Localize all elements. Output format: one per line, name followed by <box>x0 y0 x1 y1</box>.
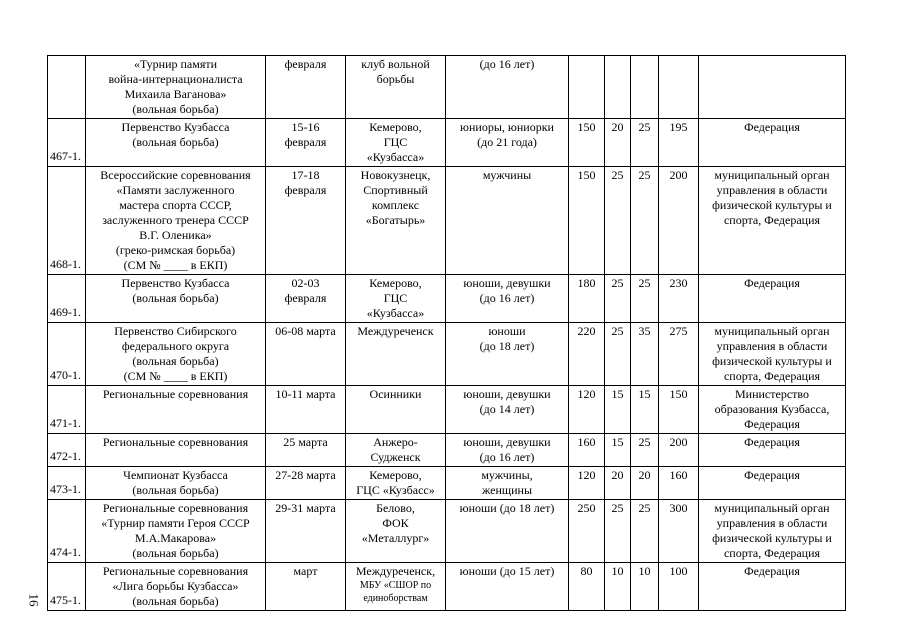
cell-line: (вольная борьба) <box>132 102 219 116</box>
cell-line: (до 14 лет) <box>479 402 535 416</box>
cell-line: Региональные соревнования <box>102 387 249 401</box>
cell-line: муниципальный орган <box>714 168 830 182</box>
cell-line: (СМ № ____ в ЕКП) <box>123 258 228 272</box>
cell-line: Региональные соревнования <box>102 564 249 578</box>
cell-line: «Турнир памяти <box>133 57 218 71</box>
cell-line: клуб вольной <box>361 57 430 71</box>
cell-line: Федерация <box>744 120 800 134</box>
cell-line: «Кузбасса» <box>366 306 425 320</box>
row-number-cell: 469-1. <box>48 275 86 323</box>
cell-line: Региональные соревнования <box>102 435 249 449</box>
table-row <box>48 500 846 563</box>
cell-line: Кемерово, <box>369 468 422 482</box>
event-place-cell <box>346 386 446 434</box>
cell-line: Кемерово, <box>369 276 422 290</box>
cell-line: (греко-римская борьба) <box>115 243 236 257</box>
row-number-cell: 468-1. <box>48 167 86 275</box>
event-date-cell <box>266 500 346 563</box>
schedule-body <box>48 56 846 611</box>
event-place-cell <box>346 119 446 167</box>
event-date-cell <box>266 386 346 434</box>
cell-line: спорта, Федерация <box>723 369 821 383</box>
cell-line: (вольная борьба) <box>132 135 219 149</box>
cell-line: (до 21 года) <box>477 135 537 149</box>
cell-line: спорта, Федерация <box>723 213 821 227</box>
cell-line: Междуреченск, <box>355 564 436 578</box>
participant-category-cell <box>446 500 569 563</box>
cell-line: управления в области <box>716 339 828 353</box>
count-total-cell: 195 <box>659 119 699 167</box>
count-col2-cell: 20 <box>605 467 631 500</box>
count-col2-cell: 25 <box>605 500 631 563</box>
cell-line: юноши, девушки <box>463 276 551 290</box>
count-col3-cell: 15 <box>631 386 659 434</box>
participant-category-cell <box>446 563 569 611</box>
cell-line: (до 16 лет) <box>479 57 535 71</box>
count-total-cell: 200 <box>659 434 699 467</box>
row-number-cell: 473-1. <box>48 467 86 500</box>
count-col3-cell: 35 <box>631 323 659 386</box>
event-name-cell <box>86 56 266 119</box>
row-number-cell: 475-1. <box>48 563 86 611</box>
cell-line: 06-08 марта <box>275 324 336 338</box>
table-row <box>48 563 846 611</box>
organizer-cell <box>699 434 846 467</box>
count-col2-cell: 25 <box>605 323 631 386</box>
table-row <box>48 434 846 467</box>
event-place-cell <box>346 563 446 611</box>
cell-line: Федерация <box>744 468 800 482</box>
organizer-cell <box>699 275 846 323</box>
cell-line: (вольная борьба) <box>132 291 219 305</box>
table-row <box>48 167 846 275</box>
cell-line: ГЦС <box>383 135 408 149</box>
cell-line: Федерация <box>744 564 800 578</box>
cell-line: физической культуры и <box>712 354 832 368</box>
count-col2-cell: 25 <box>605 167 631 275</box>
organizer-cell <box>699 386 846 434</box>
cell-line: март <box>293 564 318 578</box>
event-place-cell <box>346 323 446 386</box>
participant-category-cell <box>446 467 569 500</box>
count-total-cell: 300 <box>659 500 699 563</box>
cell-line: (вольная борьба) <box>132 483 219 497</box>
count-col2-cell: 25 <box>605 275 631 323</box>
cell-line: «Кузбасса» <box>366 150 425 164</box>
cell-line: Первенство Кузбасса <box>121 120 230 134</box>
cell-line: физической культуры и <box>712 531 832 545</box>
participant-category-cell <box>446 119 569 167</box>
participant-category-cell <box>446 323 569 386</box>
count-total-cell: 100 <box>659 563 699 611</box>
cell-line: муниципальный орган <box>714 501 830 515</box>
cell-line: муниципальный орган <box>714 324 830 338</box>
count-col2-cell: 15 <box>605 386 631 434</box>
event-name-cell <box>86 386 266 434</box>
event-date-cell <box>266 323 346 386</box>
table-row <box>48 467 846 500</box>
organizer-cell <box>699 500 846 563</box>
cell-line: юниоры, юниорки <box>460 120 554 134</box>
cell-line: 10-11 марта <box>275 387 336 401</box>
organizer-cell <box>699 56 846 119</box>
cell-line: В.Г. Оленика» <box>139 228 212 242</box>
cell-line: М.А.Макарова» <box>134 531 217 545</box>
cell-line: Федерация <box>744 435 800 449</box>
cell-line: Белово, <box>376 501 415 515</box>
table-row <box>48 323 846 386</box>
cell-line: Федерация <box>744 276 800 290</box>
participant-category-cell <box>446 275 569 323</box>
cell-line: федерального округа <box>121 339 230 353</box>
cell-line: мужчины, <box>481 468 533 482</box>
event-name-cell <box>86 167 266 275</box>
count-col2-cell: 15 <box>605 434 631 467</box>
event-name-cell <box>86 467 266 500</box>
cell-line: (вольная борьба) <box>132 354 219 368</box>
cell-line: борьбы <box>376 72 415 86</box>
count-col3-cell: 25 <box>631 275 659 323</box>
participant-category-cell <box>446 56 569 119</box>
count-col1-cell: 150 <box>569 167 605 275</box>
cell-line: «Металлург» <box>361 531 430 545</box>
cell-line: Междуреченск <box>357 324 434 338</box>
event-name-cell <box>86 275 266 323</box>
event-name-cell <box>86 563 266 611</box>
count-col3-cell <box>631 56 659 119</box>
cell-line: заслуженного тренера СССР <box>102 213 249 227</box>
cell-line: (СМ № ____ в ЕКП) <box>123 369 228 383</box>
cell-line: мастера спорта СССР, <box>119 198 232 212</box>
cell-line: Осинники <box>369 387 422 401</box>
event-date-cell <box>266 275 346 323</box>
cell-line: Кемерово, <box>369 120 422 134</box>
cell-line: спорта, Федерация <box>723 546 821 560</box>
cell-line: женщины <box>481 483 533 497</box>
event-date-cell <box>266 434 346 467</box>
count-col1-cell: 250 <box>569 500 605 563</box>
organizer-cell <box>699 467 846 500</box>
participant-category-cell <box>446 434 569 467</box>
count-col3-cell: 25 <box>631 167 659 275</box>
cell-line: февраля <box>284 291 327 305</box>
count-col1-cell: 120 <box>569 467 605 500</box>
count-col1-cell: 80 <box>569 563 605 611</box>
count-col1-cell <box>569 56 605 119</box>
cell-line: Первенство Кузбасса <box>121 276 230 290</box>
count-col3-cell: 25 <box>631 434 659 467</box>
row-number-cell: 470-1. <box>48 323 86 386</box>
event-date-cell <box>266 563 346 611</box>
cell-line: февраля <box>284 57 327 71</box>
event-place-cell <box>346 467 446 500</box>
cell-line: комплекс <box>371 198 420 212</box>
cell-line: Федерация <box>744 417 800 431</box>
organizer-cell <box>699 119 846 167</box>
row-number-cell: 472-1. <box>48 434 86 467</box>
cell-line: (до 16 лет) <box>479 450 535 464</box>
count-total-cell <box>659 56 699 119</box>
count-total-cell: 160 <box>659 467 699 500</box>
cell-line: «Памяти заслуженного <box>116 183 235 197</box>
table-row <box>48 119 846 167</box>
count-col1-cell: 180 <box>569 275 605 323</box>
cell-line: война-интернационалиста <box>108 72 243 86</box>
event-name-cell <box>86 323 266 386</box>
cell-line: юноши, девушки <box>463 387 551 401</box>
cell-line: образования Кузбасса, <box>714 402 830 416</box>
cell-line: юноши <box>488 324 526 338</box>
cell-line: (до 18 лет) <box>479 339 535 353</box>
count-col3-cell: 10 <box>631 563 659 611</box>
count-col3-cell: 20 <box>631 467 659 500</box>
cell-line: Михаила Ваганова» <box>124 87 227 101</box>
schedule-table <box>47 55 846 611</box>
cell-line: Судженск <box>370 450 421 464</box>
cell-line: 25 марта <box>283 435 328 449</box>
event-name-cell <box>86 434 266 467</box>
cell-line: Региональные соревнования <box>102 501 249 515</box>
count-col1-cell: 150 <box>569 119 605 167</box>
count-col3-cell: 25 <box>631 119 659 167</box>
cell-line: февраля <box>284 135 327 149</box>
cell-line: физической культуры и <box>712 198 832 212</box>
row-number-cell: 467-1. <box>48 119 86 167</box>
count-total-cell: 150 <box>659 386 699 434</box>
cell-line: февраля <box>284 183 327 197</box>
cell-line: 02-03 <box>291 276 320 290</box>
count-col1-cell: 120 <box>569 386 605 434</box>
cell-line: мужчины <box>482 168 532 182</box>
cell-line: единоборствам <box>363 593 428 604</box>
count-total-cell: 275 <box>659 323 699 386</box>
event-date-cell <box>266 56 346 119</box>
cell-line: 17-18 <box>291 168 320 182</box>
cell-line: ГЦС «Кузбасс» <box>356 483 435 497</box>
organizer-cell <box>699 563 846 611</box>
cell-line: Первенство Сибирского <box>114 324 237 338</box>
event-place-cell <box>346 275 446 323</box>
event-place-cell <box>346 167 446 275</box>
organizer-cell <box>699 323 846 386</box>
event-place-cell <box>346 500 446 563</box>
event-place-cell <box>346 56 446 119</box>
cell-line: Анжеро- <box>373 435 418 449</box>
table-row <box>48 275 846 323</box>
cell-line: 29-31 марта <box>275 501 336 515</box>
cell-line: (вольная борьба) <box>132 546 219 560</box>
count-total-cell: 200 <box>659 167 699 275</box>
count-col2-cell: 10 <box>605 563 631 611</box>
count-col2-cell: 20 <box>605 119 631 167</box>
table-row <box>48 56 846 119</box>
cell-line: юноши, девушки <box>463 435 551 449</box>
cell-line: юноши (до 15 лет) <box>459 564 555 578</box>
cell-line: «Турнир памяти Героя СССР <box>101 516 250 530</box>
count-total-cell: 230 <box>659 275 699 323</box>
cell-line: Новокузнецк, <box>360 168 431 182</box>
count-col1-cell: 160 <box>569 434 605 467</box>
event-name-cell <box>86 119 266 167</box>
cell-line: ФОК <box>382 516 409 530</box>
count-col3-cell: 25 <box>631 500 659 563</box>
participant-category-cell <box>446 167 569 275</box>
row-number-cell: 474-1. <box>48 500 86 563</box>
count-col2-cell <box>605 56 631 119</box>
table-row <box>48 386 846 434</box>
row-number-cell <box>48 56 86 119</box>
cell-line: (до 16 лет) <box>479 291 535 305</box>
cell-line: «Лига борьбы Кузбасса» <box>112 579 239 593</box>
event-date-cell <box>266 119 346 167</box>
cell-line: 27-28 марта <box>275 468 336 482</box>
cell-line: 15-16 <box>291 120 320 134</box>
cell-line: Спортивный <box>363 183 428 197</box>
cell-line: управления в области <box>716 183 828 197</box>
cell-line: ГЦС <box>383 291 408 305</box>
row-number-cell: 471-1. <box>48 386 86 434</box>
cell-line: (вольная борьба) <box>132 594 219 608</box>
event-place-cell <box>346 434 446 467</box>
cell-line: МБУ «СШОР по <box>359 580 432 591</box>
event-name-cell <box>86 500 266 563</box>
cell-line: юноши (до 18 лет) <box>459 501 555 515</box>
cell-line: Чемпионат Кузбасса <box>123 468 228 482</box>
event-date-cell <box>266 467 346 500</box>
participant-category-cell <box>446 386 569 434</box>
count-col1-cell: 220 <box>569 323 605 386</box>
cell-line: Министерство <box>735 387 809 401</box>
event-date-cell <box>266 167 346 275</box>
page-number: 16 <box>26 593 42 607</box>
cell-line: «Богатырь» <box>365 213 426 227</box>
cell-line: управления в области <box>716 516 828 530</box>
organizer-cell <box>699 167 846 275</box>
cell-line: Всероссийские соревнования <box>100 168 251 182</box>
